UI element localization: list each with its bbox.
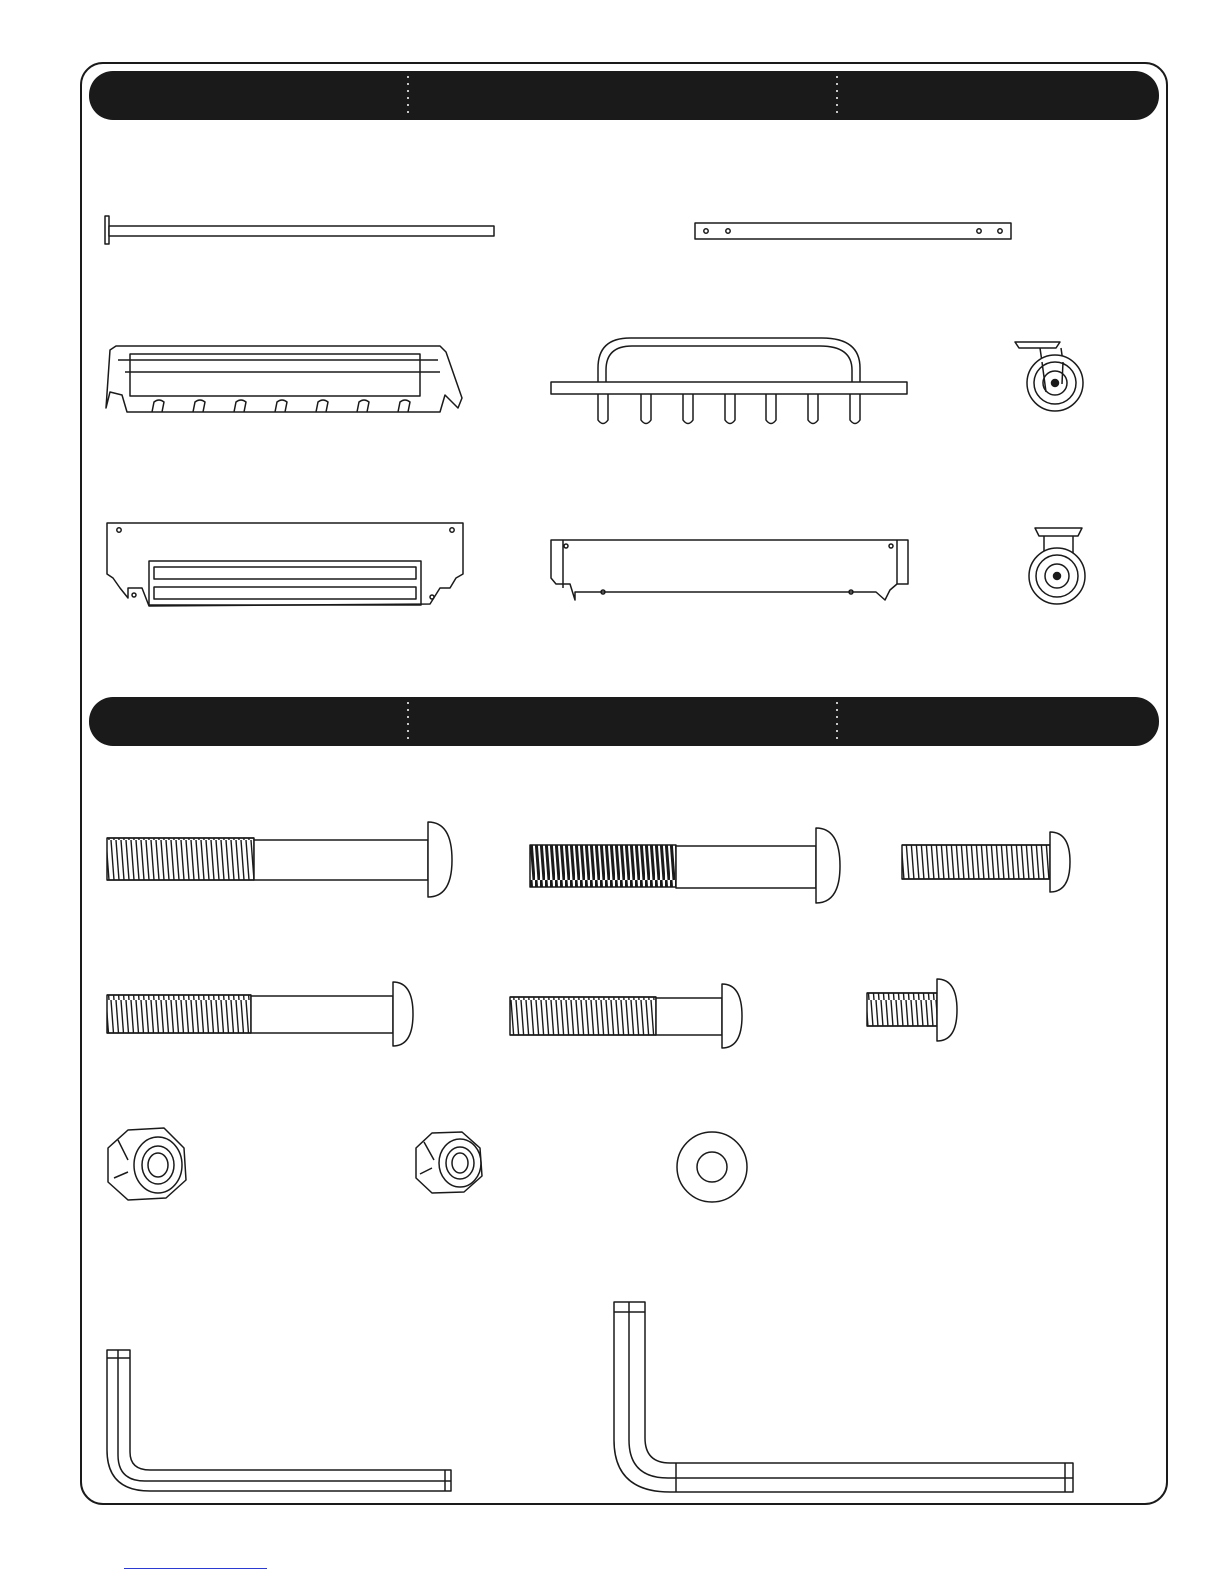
medium-bolt-icon	[107, 982, 413, 1046]
small-bolt-icon	[867, 979, 957, 1041]
flat-bar-icon	[695, 223, 1011, 239]
large-lock-nut-icon	[108, 1128, 186, 1200]
small-allen-key-icon	[107, 1350, 451, 1491]
large-allen-key-icon	[614, 1302, 1073, 1492]
page-frame	[81, 63, 1167, 1504]
long-rod-icon	[105, 216, 494, 244]
short-bolt-icon	[902, 832, 1070, 892]
footer-link[interactable]	[124, 1550, 267, 1569]
hardware-header-bar	[89, 697, 1159, 746]
washer-icon	[677, 1132, 747, 1202]
handle-hook-rack-icon	[551, 338, 907, 424]
fixed-caster-icon	[1029, 528, 1085, 604]
black-bolt-icon	[530, 828, 840, 903]
swivel-caster-icon	[1015, 342, 1083, 411]
small-lock-nut-icon	[416, 1132, 482, 1193]
parts-header-bar	[89, 71, 1159, 120]
medium-bolt-2-icon	[510, 984, 742, 1048]
long-bolt-icon	[107, 822, 452, 897]
front-panel-icon	[107, 523, 463, 606]
rear-bracket-icon	[551, 540, 908, 600]
hook-tray-icon	[106, 346, 462, 412]
